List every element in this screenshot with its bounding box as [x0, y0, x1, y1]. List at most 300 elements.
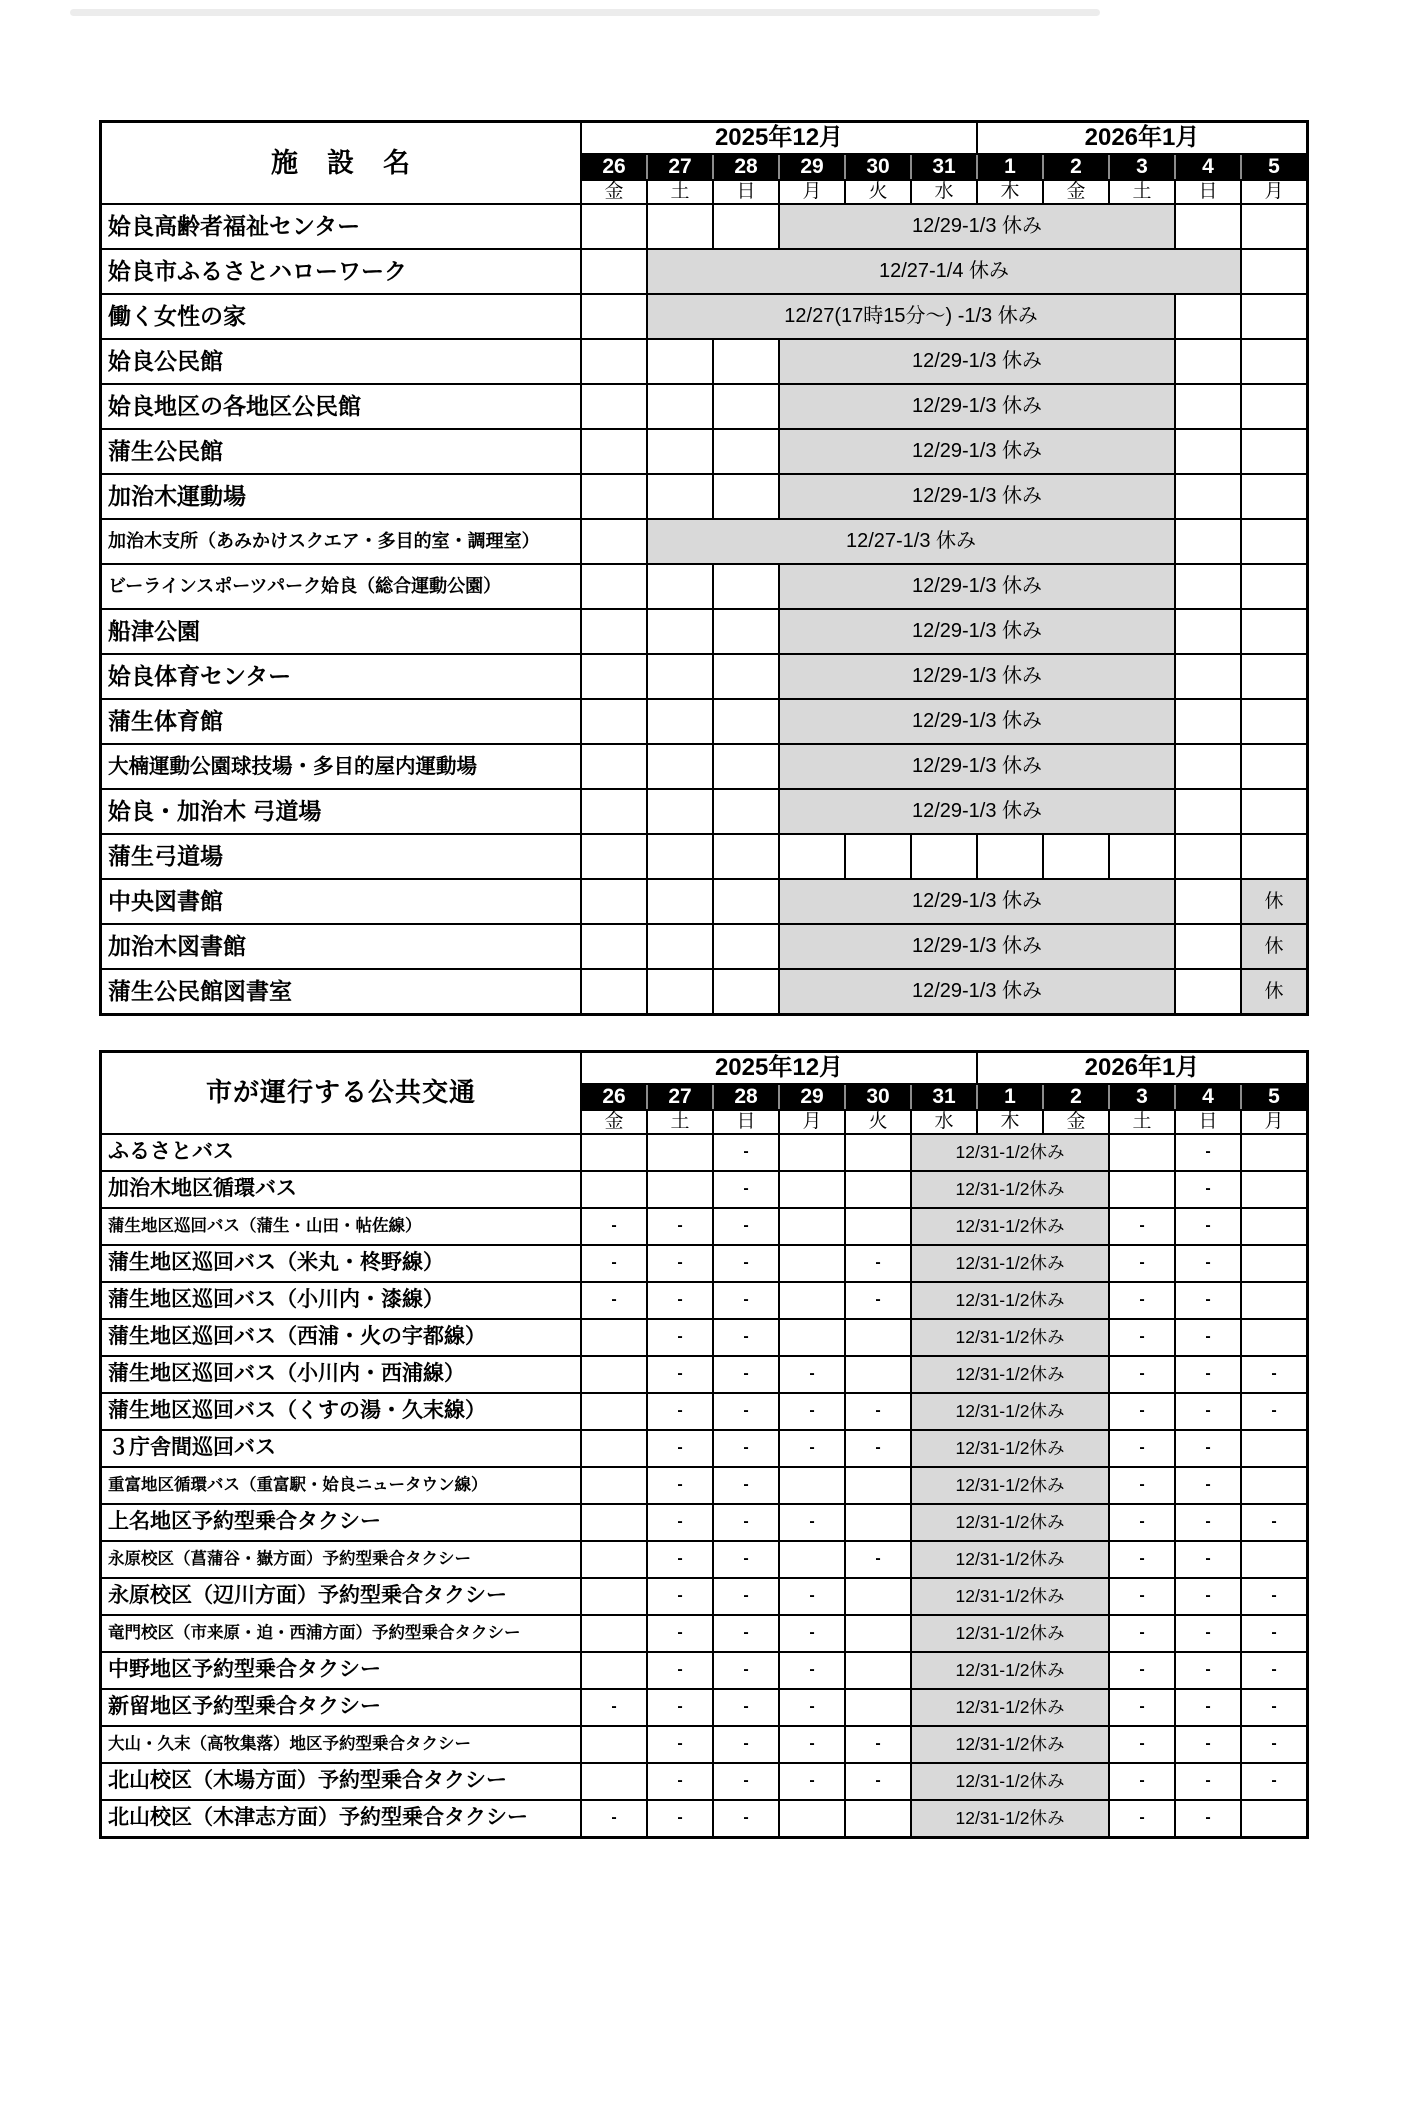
- closure-band: 12/29-1/3 休み: [780, 880, 1174, 923]
- dow-header-2: 日: [714, 1111, 778, 1133]
- day-cell: [780, 1246, 844, 1281]
- day-header-31: 31: [912, 1085, 976, 1109]
- no-service-cell: -: [714, 1394, 778, 1429]
- no-service-cell: -: [780, 1579, 844, 1614]
- day-cell: [1242, 1135, 1306, 1170]
- closure-band: 12/31-1/2休み: [912, 1727, 1108, 1762]
- row-label: 蒲生公民館: [102, 430, 580, 473]
- no-service-cell: -: [714, 1209, 778, 1244]
- day-cell: [1176, 970, 1240, 1013]
- closure-band: 12/29-1/3 休み: [780, 655, 1174, 698]
- no-service-cell: -: [1242, 1394, 1306, 1429]
- day-cell: [1176, 295, 1240, 338]
- dow-header-8: 土: [1110, 181, 1174, 203]
- closure-band: 12/27-1/3 休み: [648, 520, 1174, 563]
- no-service-cell: -: [648, 1283, 712, 1318]
- day-cell: [846, 1209, 910, 1244]
- day-header-27: 27: [648, 1085, 712, 1109]
- no-service-cell: -: [714, 1579, 778, 1614]
- row-label: 永原校区（辺川方面）予約型乗合タクシー: [102, 1579, 580, 1614]
- dow-header-3: 月: [780, 1111, 844, 1133]
- day-cell: [846, 1320, 910, 1355]
- day-cell: [582, 1468, 646, 1503]
- no-service-cell: -: [1176, 1431, 1240, 1466]
- day-cell: [582, 1727, 646, 1762]
- day-cell: [1176, 835, 1240, 878]
- day-cell: [1176, 610, 1240, 653]
- day-cell: [1242, 655, 1306, 698]
- no-service-cell: -: [846, 1246, 910, 1281]
- day-cell: [1242, 790, 1306, 833]
- closure-band: 12/29-1/3 休み: [780, 745, 1174, 788]
- no-service-cell: -: [1242, 1764, 1306, 1799]
- closure-band: 12/29-1/3 休み: [780, 970, 1174, 1013]
- day-cell: [1242, 385, 1306, 428]
- dow-header-10: 月: [1242, 1111, 1306, 1133]
- day-cell: [582, 1653, 646, 1688]
- day-cell: [582, 1172, 646, 1207]
- closure-band: 12/29-1/3 休み: [780, 385, 1174, 428]
- no-service-cell: -: [1110, 1579, 1174, 1614]
- no-service-cell: -: [714, 1727, 778, 1762]
- day-cell: [582, 520, 646, 563]
- closure-band: 12/31-1/2休み: [912, 1135, 1108, 1170]
- closure-band: 12/31-1/2休み: [912, 1468, 1108, 1503]
- row-label: 加治木地区循環バス: [102, 1172, 580, 1207]
- day-cell: [714, 475, 778, 518]
- no-service-cell: -: [846, 1283, 910, 1318]
- no-service-cell: -: [648, 1727, 712, 1762]
- day-cell: [582, 1542, 646, 1577]
- no-service-cell: -: [648, 1579, 712, 1614]
- day-cell: [1242, 745, 1306, 788]
- no-service-cell: -: [1176, 1246, 1240, 1281]
- row-label: 蒲生地区巡回バス（蒲生・山田・帖佐線）: [102, 1209, 580, 1244]
- month-header-2026-01: 2026年1月: [978, 123, 1306, 153]
- closure-band: 12/29-1/3 休み: [780, 205, 1174, 248]
- no-service-cell: -: [1110, 1764, 1174, 1799]
- closed-day-cell: 休: [1242, 925, 1306, 968]
- no-service-cell: -: [648, 1320, 712, 1355]
- no-service-cell: -: [780, 1764, 844, 1799]
- row-label: 姶良・加治木 弓道場: [102, 790, 580, 833]
- no-service-cell: -: [1176, 1505, 1240, 1540]
- day-cell: [846, 1135, 910, 1170]
- no-service-cell: -: [714, 1542, 778, 1577]
- day-cell: [714, 610, 778, 653]
- no-service-cell: -: [1242, 1653, 1306, 1688]
- scan-artifact: [70, 9, 1100, 16]
- day-cell: [1176, 385, 1240, 428]
- day-cell: [648, 475, 712, 518]
- no-service-cell: -: [1176, 1542, 1240, 1577]
- day-cell: [1242, 1542, 1306, 1577]
- day-header-2: 2: [1044, 155, 1108, 179]
- day-cell: [714, 880, 778, 923]
- dow-header-10: 月: [1242, 181, 1306, 203]
- no-service-cell: -: [1176, 1764, 1240, 1799]
- no-service-cell: -: [780, 1357, 844, 1392]
- no-service-cell: -: [714, 1283, 778, 1318]
- dow-header-6: 木: [978, 181, 1042, 203]
- closure-band: 12/29-1/3 休み: [780, 700, 1174, 743]
- day-cell: [846, 1579, 910, 1614]
- day-cell: [582, 1431, 646, 1466]
- day-cell: [648, 835, 712, 878]
- row-label: 竜門校区（市来原・迫・西浦方面）予約型乗合タクシー: [102, 1616, 580, 1651]
- no-service-cell: -: [1242, 1616, 1306, 1651]
- no-service-cell: -: [1110, 1468, 1174, 1503]
- no-service-cell: -: [648, 1505, 712, 1540]
- no-service-cell: -: [648, 1394, 712, 1429]
- no-service-cell: -: [582, 1690, 646, 1725]
- day-cell: [846, 1468, 910, 1503]
- row-label: 姶良地区の各地区公民館: [102, 385, 580, 428]
- day-header-26: 26: [582, 1085, 646, 1109]
- row-label: 大山・久末（高牧集落）地区予約型乗合タクシー: [102, 1727, 580, 1762]
- day-cell: [648, 1135, 712, 1170]
- no-service-cell: -: [714, 1172, 778, 1207]
- no-service-cell: -: [846, 1727, 910, 1762]
- no-service-cell: -: [1110, 1246, 1174, 1281]
- no-service-cell: -: [1110, 1357, 1174, 1392]
- dow-header-7: 金: [1044, 181, 1108, 203]
- day-cell: [582, 655, 646, 698]
- row-label: 姶良公民館: [102, 340, 580, 383]
- no-service-cell: -: [1176, 1727, 1240, 1762]
- no-service-cell: -: [1110, 1542, 1174, 1577]
- closure-band: 12/27-1/4 休み: [648, 250, 1240, 293]
- no-service-cell: -: [582, 1283, 646, 1318]
- day-header-28: 28: [714, 155, 778, 179]
- facility-table-title: 施 設 名: [102, 123, 580, 203]
- row-label: 蒲生地区巡回バス（西浦・火の宇都線）: [102, 1320, 580, 1355]
- day-cell: [582, 745, 646, 788]
- no-service-cell: -: [1110, 1505, 1174, 1540]
- closure-band: 12/31-1/2休み: [912, 1357, 1108, 1392]
- no-service-cell: -: [1176, 1135, 1240, 1170]
- row-label: 加治木支所（あみかけスクエア・多目的室・調理室）: [102, 520, 580, 563]
- day-cell: [582, 835, 646, 878]
- day-cell: [780, 1283, 844, 1318]
- day-cell: [780, 1172, 844, 1207]
- no-service-cell: -: [1110, 1653, 1174, 1688]
- row-label: 蒲生地区巡回バス（小川内・西浦線）: [102, 1357, 580, 1392]
- day-cell: [1242, 1320, 1306, 1355]
- no-service-cell: -: [648, 1801, 712, 1836]
- dow-header-3: 月: [780, 181, 844, 203]
- day-cell: [846, 1505, 910, 1540]
- no-service-cell: -: [1242, 1690, 1306, 1725]
- closure-band: 12/31-1/2休み: [912, 1801, 1108, 1836]
- day-cell: [714, 385, 778, 428]
- day-header-30: 30: [846, 1085, 910, 1109]
- day-header-29: 29: [780, 1085, 844, 1109]
- day-cell: [1242, 1209, 1306, 1244]
- no-service-cell: -: [1176, 1616, 1240, 1651]
- row-label: 姶良高齢者福祉センター: [102, 205, 580, 248]
- no-service-cell: -: [1176, 1320, 1240, 1355]
- dow-header-6: 木: [978, 1111, 1042, 1133]
- day-cell: [846, 1690, 910, 1725]
- no-service-cell: -: [780, 1431, 844, 1466]
- month-header-2025-12: 2025年12月: [582, 123, 976, 153]
- no-service-cell: -: [648, 1764, 712, 1799]
- day-cell: [582, 1505, 646, 1540]
- day-cell: [582, 1764, 646, 1799]
- day-cell: [1176, 340, 1240, 383]
- day-cell: [648, 610, 712, 653]
- day-cell: [582, 1357, 646, 1392]
- closure-band: 12/31-1/2休み: [912, 1653, 1108, 1688]
- dow-header-0: 金: [582, 1111, 646, 1133]
- closure-band: 12/31-1/2休み: [912, 1579, 1108, 1614]
- day-cell: [1242, 1431, 1306, 1466]
- day-cell: [1176, 205, 1240, 248]
- day-cell: [582, 385, 646, 428]
- no-service-cell: -: [582, 1801, 646, 1836]
- row-label: 加治木運動場: [102, 475, 580, 518]
- row-label: 中央図書館: [102, 880, 580, 923]
- closure-band: 12/29-1/3 休み: [780, 430, 1174, 473]
- no-service-cell: -: [780, 1690, 844, 1725]
- no-service-cell: -: [714, 1801, 778, 1836]
- closure-band: 12/31-1/2休み: [912, 1172, 1108, 1207]
- day-cell: [582, 475, 646, 518]
- day-cell: [648, 970, 712, 1013]
- no-service-cell: -: [648, 1468, 712, 1503]
- day-cell: [648, 565, 712, 608]
- no-service-cell: -: [1176, 1653, 1240, 1688]
- row-label: 蒲生地区巡回バス（小川内・漆線）: [102, 1283, 580, 1318]
- row-label: 重富地区循環バス（重富駅・姶良ニュータウン線）: [102, 1468, 580, 1503]
- dow-header-1: 土: [648, 181, 712, 203]
- day-cell: [714, 655, 778, 698]
- row-label: 姶良市ふるさとハローワーク: [102, 250, 580, 293]
- day-header-31: 31: [912, 155, 976, 179]
- day-cell: [1176, 520, 1240, 563]
- day-cell: [648, 340, 712, 383]
- transport-table: [99, 1050, 1309, 1839]
- no-service-cell: -: [780, 1727, 844, 1762]
- day-cell: [582, 700, 646, 743]
- no-service-cell: -: [714, 1468, 778, 1503]
- day-cell: [1044, 835, 1108, 878]
- row-label: 上名地区予約型乗合タクシー: [102, 1505, 580, 1540]
- day-cell: [912, 835, 976, 878]
- no-service-cell: -: [648, 1616, 712, 1651]
- dow-header-1: 土: [648, 1111, 712, 1133]
- row-label: ふるさとバス: [102, 1135, 580, 1170]
- closure-band: 12/29-1/3 休み: [780, 565, 1174, 608]
- no-service-cell: -: [846, 1764, 910, 1799]
- day-cell: [714, 970, 778, 1013]
- row-label: 蒲生地区巡回バス（くすの湯・久末線）: [102, 1394, 580, 1429]
- day-cell: [1176, 880, 1240, 923]
- day-cell: [714, 925, 778, 968]
- no-service-cell: -: [714, 1357, 778, 1392]
- day-cell: [648, 430, 712, 473]
- day-header-1: 1: [978, 155, 1042, 179]
- no-service-cell: -: [582, 1246, 646, 1281]
- day-cell: [1242, 1246, 1306, 1281]
- closure-band: 12/31-1/2休み: [912, 1431, 1108, 1466]
- row-label: 船津公園: [102, 610, 580, 653]
- day-cell: [1242, 1468, 1306, 1503]
- no-service-cell: -: [780, 1394, 844, 1429]
- no-service-cell: -: [1176, 1209, 1240, 1244]
- no-service-cell: -: [1176, 1579, 1240, 1614]
- closure-band: 12/31-1/2休み: [912, 1690, 1108, 1725]
- day-cell: [846, 1801, 910, 1836]
- day-cell: [714, 565, 778, 608]
- row-label: 蒲生地区巡回バス（米丸・柊野線）: [102, 1246, 580, 1281]
- no-service-cell: -: [648, 1246, 712, 1281]
- no-service-cell: -: [714, 1764, 778, 1799]
- day-cell: [1242, 1283, 1306, 1318]
- dow-header-4: 火: [846, 1111, 910, 1133]
- no-service-cell: -: [1110, 1209, 1174, 1244]
- dow-header-2: 日: [714, 181, 778, 203]
- closure-band: 12/31-1/2休み: [912, 1246, 1108, 1281]
- no-service-cell: -: [714, 1320, 778, 1355]
- dow-header-5: 水: [912, 181, 976, 203]
- day-header-1: 1: [978, 1085, 1042, 1109]
- no-service-cell: -: [1110, 1431, 1174, 1466]
- no-service-cell: -: [714, 1616, 778, 1651]
- closure-band: 12/31-1/2休み: [912, 1505, 1108, 1540]
- day-header-5: 5: [1242, 1085, 1306, 1109]
- day-cell: [1176, 790, 1240, 833]
- closure-band: 12/29-1/3 休み: [780, 790, 1174, 833]
- closure-band: 12/31-1/2休み: [912, 1320, 1108, 1355]
- day-cell: [1110, 835, 1174, 878]
- day-cell: [1176, 565, 1240, 608]
- day-cell: [1242, 610, 1306, 653]
- no-service-cell: -: [1176, 1357, 1240, 1392]
- day-cell: [714, 205, 778, 248]
- day-cell: [582, 880, 646, 923]
- day-cell: [582, 790, 646, 833]
- dow-header-9: 日: [1176, 1111, 1240, 1133]
- transport-table-title: 市が運行する公共交通: [102, 1053, 580, 1133]
- day-cell: [582, 430, 646, 473]
- no-service-cell: -: [1176, 1172, 1240, 1207]
- day-cell: [648, 790, 712, 833]
- day-header-28: 28: [714, 1085, 778, 1109]
- closure-band: 12/31-1/2休み: [912, 1764, 1108, 1799]
- closure-band: 12/29-1/3 休み: [780, 475, 1174, 518]
- dow-header-8: 土: [1110, 1111, 1174, 1133]
- day-cell: [714, 340, 778, 383]
- no-service-cell: -: [1242, 1727, 1306, 1762]
- dow-header-9: 日: [1176, 181, 1240, 203]
- day-cell: [1242, 700, 1306, 743]
- row-label: 加治木図書館: [102, 925, 580, 968]
- day-cell: [1242, 520, 1306, 563]
- day-cell: [1110, 1135, 1174, 1170]
- no-service-cell: -: [1110, 1727, 1174, 1762]
- day-cell: [1176, 745, 1240, 788]
- day-cell: [780, 835, 844, 878]
- day-cell: [582, 250, 646, 293]
- day-header-26: 26: [582, 155, 646, 179]
- closure-band: 12/29-1/3 休み: [780, 340, 1174, 383]
- day-cell: [648, 745, 712, 788]
- day-cell: [582, 970, 646, 1013]
- no-service-cell: -: [1110, 1394, 1174, 1429]
- day-cell: [1176, 475, 1240, 518]
- closure-band: 12/31-1/2休み: [912, 1616, 1108, 1651]
- no-service-cell: -: [846, 1542, 910, 1577]
- dow-header-0: 金: [582, 181, 646, 203]
- day-cell: [1242, 340, 1306, 383]
- day-cell: [780, 1801, 844, 1836]
- day-cell: [1242, 1172, 1306, 1207]
- day-cell: [648, 1172, 712, 1207]
- day-cell: [582, 205, 646, 248]
- row-label: ビーラインスポーツパーク姶良（総合運動公園）: [102, 565, 580, 608]
- closure-band: 12/31-1/2休み: [912, 1209, 1108, 1244]
- facility-table: [99, 120, 1309, 1016]
- no-service-cell: -: [846, 1394, 910, 1429]
- day-cell: [1176, 700, 1240, 743]
- day-cell: [582, 1320, 646, 1355]
- no-service-cell: -: [1176, 1283, 1240, 1318]
- closure-band: 12/27(17時15分～) -1/3 休み: [648, 295, 1174, 338]
- day-header-3: 3: [1110, 1085, 1174, 1109]
- no-service-cell: -: [714, 1431, 778, 1466]
- day-cell: [1242, 475, 1306, 518]
- month-header-2026-01: 2026年1月: [978, 1053, 1306, 1083]
- no-service-cell: -: [714, 1246, 778, 1281]
- closed-day-cell: 休: [1242, 970, 1306, 1013]
- day-cell: [1110, 1172, 1174, 1207]
- row-label: 蒲生体育館: [102, 700, 580, 743]
- day-cell: [714, 430, 778, 473]
- closure-band: 12/31-1/2休み: [912, 1542, 1108, 1577]
- row-label: 蒲生弓道場: [102, 835, 580, 878]
- day-cell: [714, 745, 778, 788]
- day-cell: [582, 610, 646, 653]
- day-cell: [582, 1394, 646, 1429]
- day-cell: [648, 205, 712, 248]
- row-label: 北山校区（木津志方面）予約型乗合タクシー: [102, 1801, 580, 1836]
- row-label: 永原校区（菖蒲谷・嶽方面）予約型乗合タクシー: [102, 1542, 580, 1577]
- day-cell: [1242, 430, 1306, 473]
- row-label: 新留地区予約型乗合タクシー: [102, 1690, 580, 1725]
- dow-header-4: 火: [846, 181, 910, 203]
- no-service-cell: -: [1110, 1801, 1174, 1836]
- day-cell: [582, 340, 646, 383]
- day-cell: [846, 1616, 910, 1651]
- day-cell: [1176, 655, 1240, 698]
- dow-header-7: 金: [1044, 1111, 1108, 1133]
- day-cell: [582, 1579, 646, 1614]
- row-label: 蒲生公民館図書室: [102, 970, 580, 1013]
- day-cell: [648, 880, 712, 923]
- day-cell: [1242, 205, 1306, 248]
- day-header-27: 27: [648, 155, 712, 179]
- day-header-3: 3: [1110, 155, 1174, 179]
- day-cell: [582, 565, 646, 608]
- day-cell: [714, 790, 778, 833]
- row-label: 働く女性の家: [102, 295, 580, 338]
- day-cell: [780, 1320, 844, 1355]
- no-service-cell: -: [780, 1505, 844, 1540]
- day-cell: [1242, 250, 1306, 293]
- month-header-2025-12: 2025年12月: [582, 1053, 976, 1083]
